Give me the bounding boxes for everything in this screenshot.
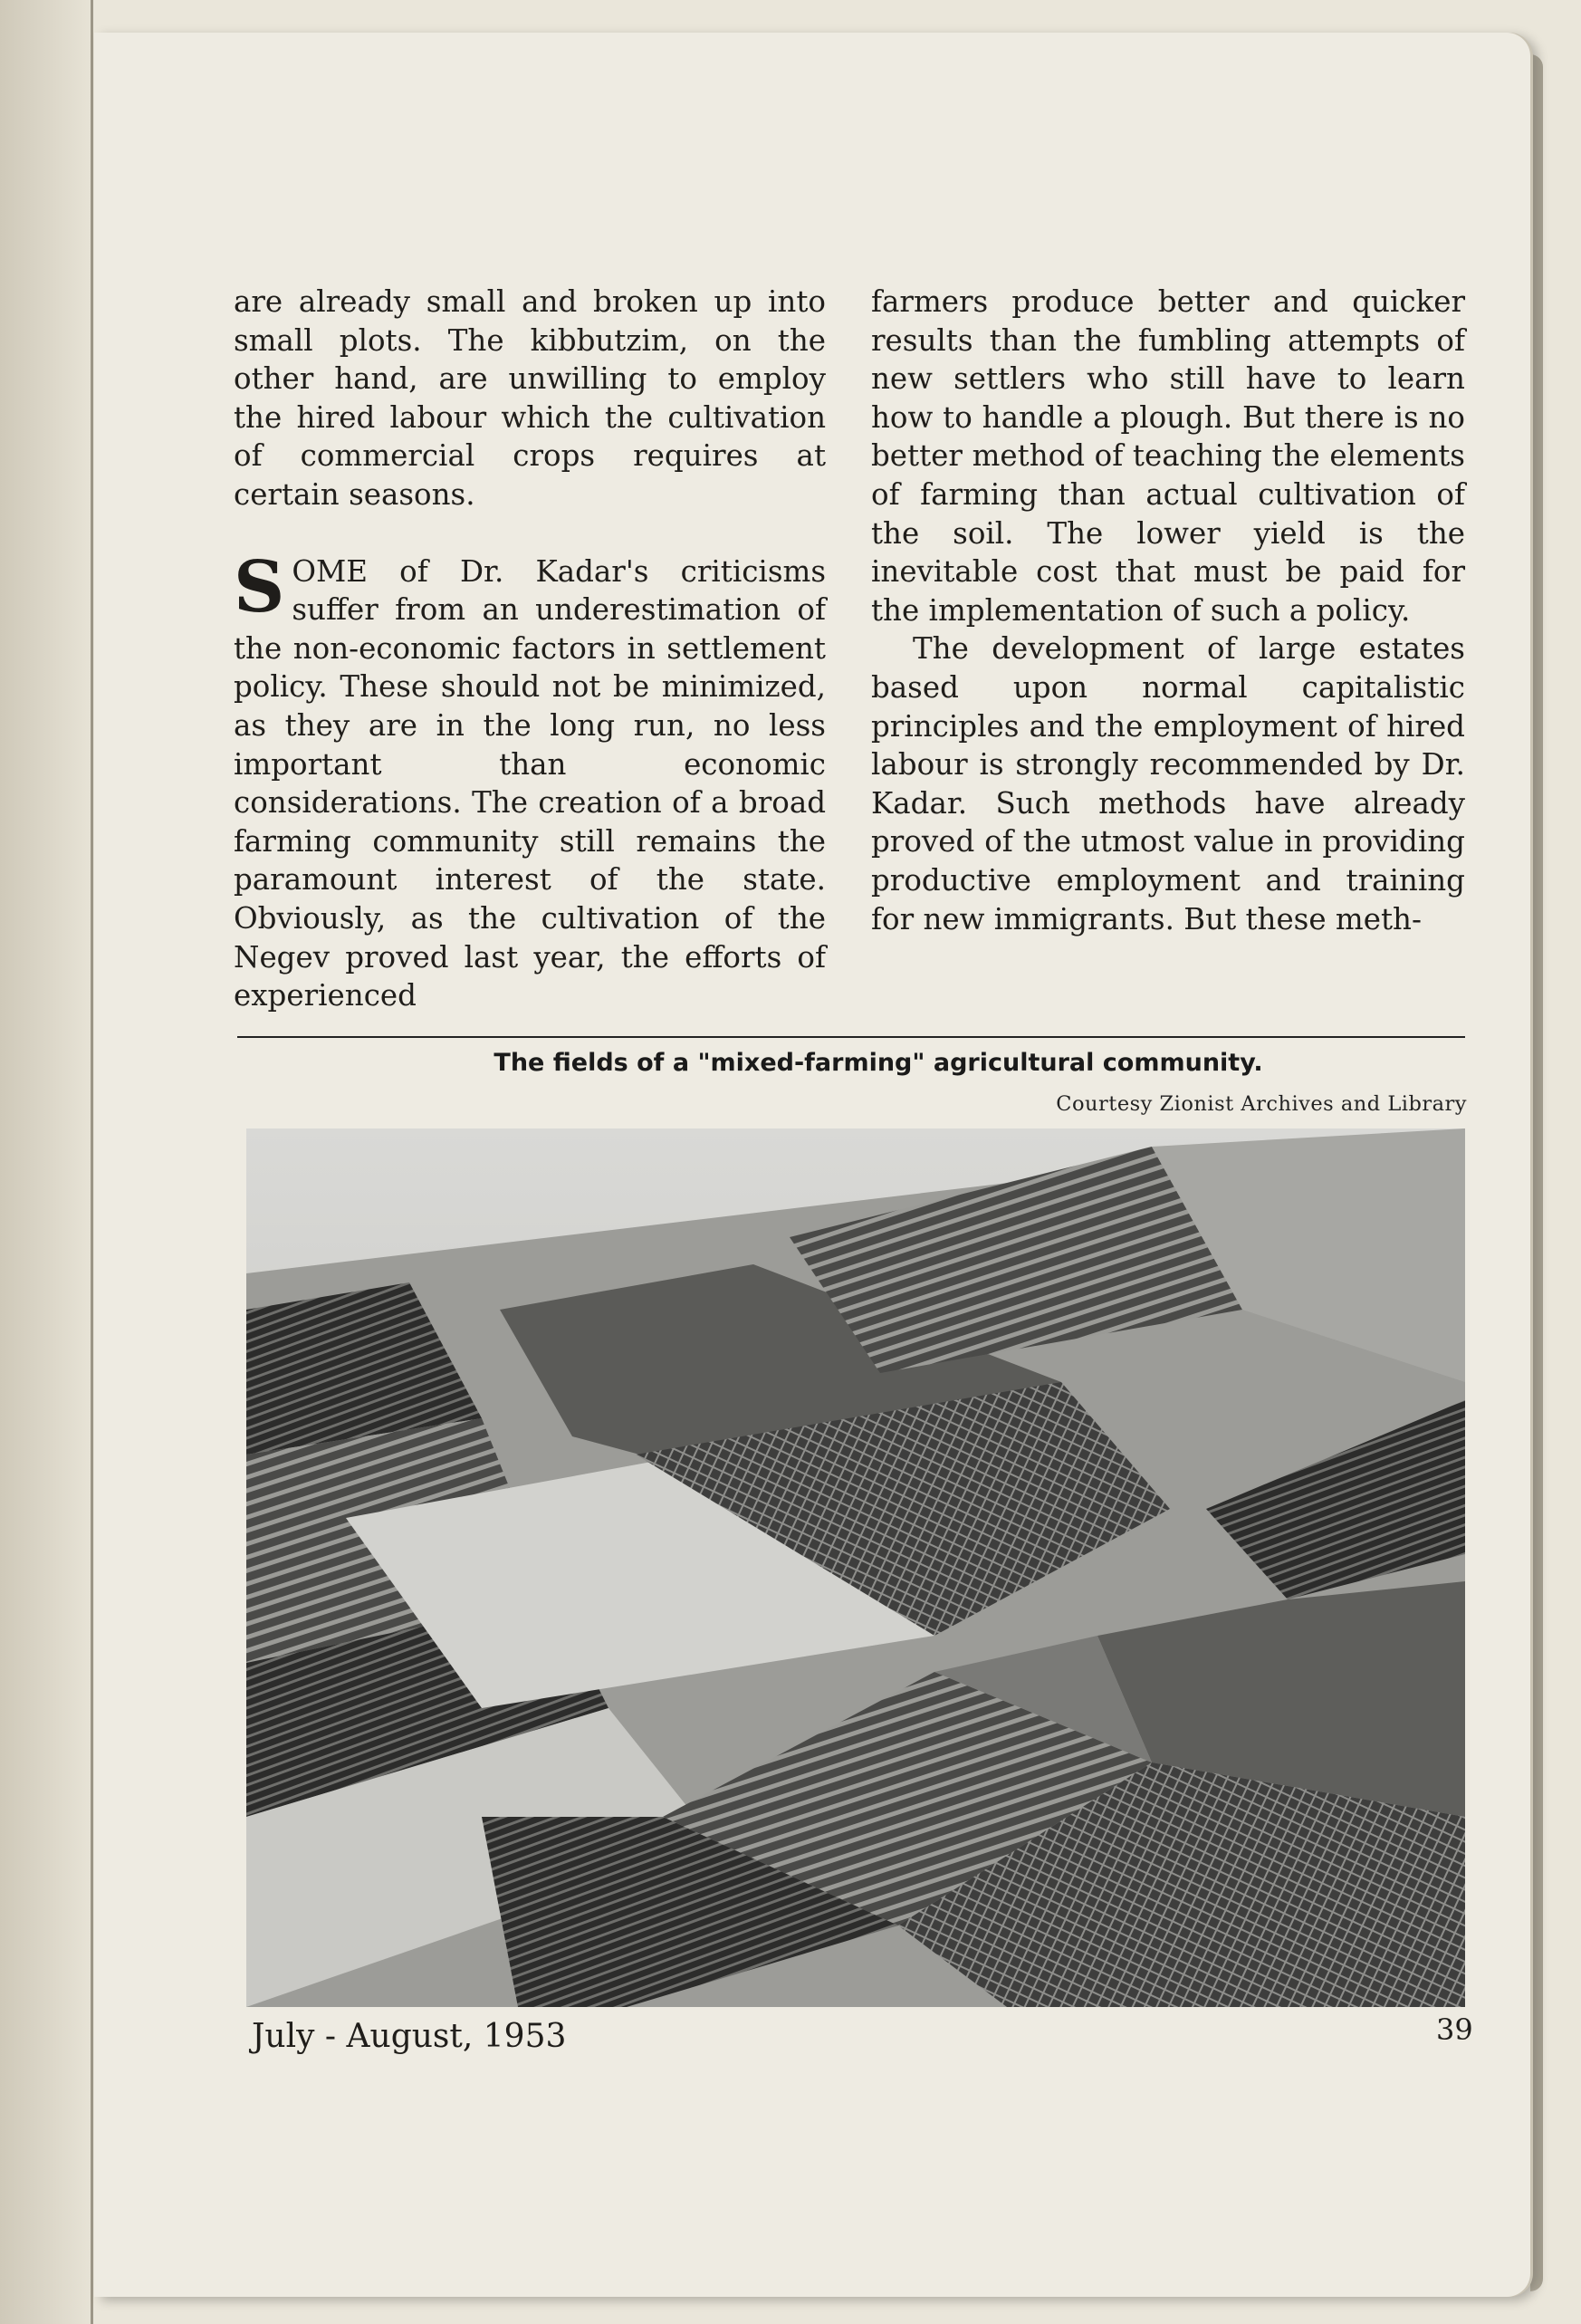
caption-rule — [237, 1036, 1465, 1038]
footer-date: July - August, 1953 — [252, 2018, 567, 2055]
figure-credit: Courtesy Zionist Archives and Library — [1056, 1092, 1467, 1116]
right-paragraph-1: farmers produce better and quicker results than the fumbling attempts of new settlers who still have to learn how to handle a plough. But there is no better method of teaching the elements of farming than actual cultivation of the soil. The lower yield is the inevitable cost that must be paid for the implementation of such a policy. — [871, 284, 1465, 628]
page-number: 39 — [1436, 2012, 1473, 2047]
gutter-line — [91, 0, 93, 2324]
page-edge — [1530, 54, 1543, 2291]
aerial-fields-photo — [246, 1128, 1465, 2007]
left-paragraph-2 — [234, 545, 826, 1015]
book-spine — [0, 0, 91, 2324]
figure-caption: The fields of a "mixed-farming" agricultural community. — [493, 1049, 1263, 1077]
left-paragraph-2-text: OME of Dr. Kadar's criticisms suffer from an underestimation of the non-economic factors in settlement policy. These should not be minimized, as they are in the long run, no less important than economic considerations. The creation of a broad farming community still remains the paramount interest of the state. Obviously, as the cultivation of the Negev proved last year, the efforts of experienced — [234, 553, 826, 1013]
right-paragraph-2: The development of large estates based upon normal capitalistic principles and the employment of hired labour is strongly recommended by Dr. Kadar. Such methods have already proved of the utmost value in providing productive employment and training for new immigrants. But these meth- — [871, 631, 1465, 936]
left-paragraph-1: are already small and broken up into small plots. The kibbutzim, on the other hand, are unwilling to employ the hired labour which the cultivation of commercial crops requires at certain seasons. — [234, 284, 826, 512]
left-column — [234, 283, 826, 1015]
right-column — [871, 283, 1465, 938]
drop-cap: S — [234, 545, 285, 629]
